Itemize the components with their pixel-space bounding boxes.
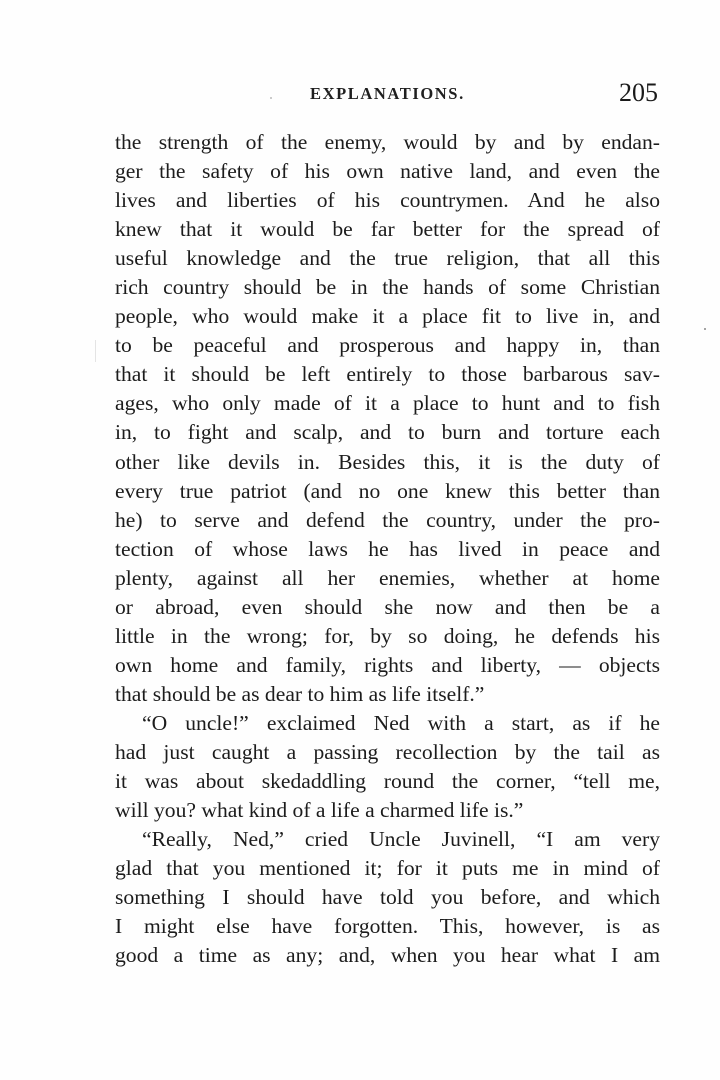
body-text bbox=[115, 128, 660, 970]
running-head bbox=[115, 80, 660, 110]
text-line: good a time as any; and, when you hear what I am bbox=[115, 943, 660, 968]
text-line: glad that you mentioned it; for it puts me in mind of bbox=[115, 856, 660, 881]
text-line: plenty, against all her enemies, whether at home bbox=[115, 565, 660, 590]
text-line: that it should be left entirely to those barbarous sav- bbox=[115, 362, 660, 387]
text-line: something I should have told you before, and which bbox=[115, 885, 660, 910]
text-line: knew that it would be far better for the spread of bbox=[115, 217, 660, 242]
text-line: it was about skedaddling round the corner, “tell me, bbox=[115, 769, 660, 794]
text-line: the strength of the enemy, would by and by endan- bbox=[115, 130, 660, 154]
text-line: every true patriot (and no one knew this better than bbox=[115, 478, 660, 503]
text-line: useful knowledge and the true religion, that all this bbox=[115, 246, 660, 271]
text-line: lives and liberties of his countrymen. And he also bbox=[115, 188, 660, 213]
text-line: ger the safety of his own native land, and even the bbox=[115, 159, 660, 184]
text-line: he) to serve and defend the country, under the pro- bbox=[115, 507, 660, 532]
page-number: 205 bbox=[619, 78, 658, 107]
text-line: little in the wrong; for, by so doing, he defends his bbox=[115, 623, 660, 648]
running-title: EXPLANATIONS. bbox=[310, 84, 465, 103]
text-line: tection of whose laws he has lived in peace and bbox=[115, 536, 660, 561]
text-line: own home and family, rights and liberty, — objects bbox=[115, 652, 660, 677]
text-line: other like devils in. Besides this, it is the duty of bbox=[115, 449, 660, 474]
text-line: I might else have forgotten. This, however, is as bbox=[115, 914, 660, 939]
text-line: ages, who only made of it a place to hunt and to fish bbox=[115, 391, 660, 416]
text-line: had just caught a passing recollection by the tail as bbox=[115, 739, 660, 764]
paragraph-start-line: “O uncle!” exclaimed Ned with a start, as if he bbox=[142, 710, 660, 735]
gutter-shadow bbox=[95, 340, 96, 362]
text-line: to be peaceful and prosperous and happy in, than bbox=[115, 333, 660, 358]
text-line: people, who would make it a place fit to live in, and bbox=[115, 304, 660, 329]
text-line: rich country should be in the hands of some Christian bbox=[115, 275, 660, 300]
paragraph-end-line: will you? what kind of a life a charmed life is.” bbox=[115, 798, 524, 823]
paragraph-end-line: that should be as dear to him as life itself.” bbox=[115, 681, 485, 706]
text-line: in, to fight and scalp, and to burn and torture each bbox=[115, 420, 660, 445]
paragraph-start-line: “Really, Ned,” cried Uncle Juvinell, “I am very bbox=[142, 827, 660, 852]
text-line: or abroad, even should she now and then be a bbox=[115, 594, 660, 619]
print-speck bbox=[270, 97, 272, 99]
margin-speck bbox=[704, 328, 706, 330]
